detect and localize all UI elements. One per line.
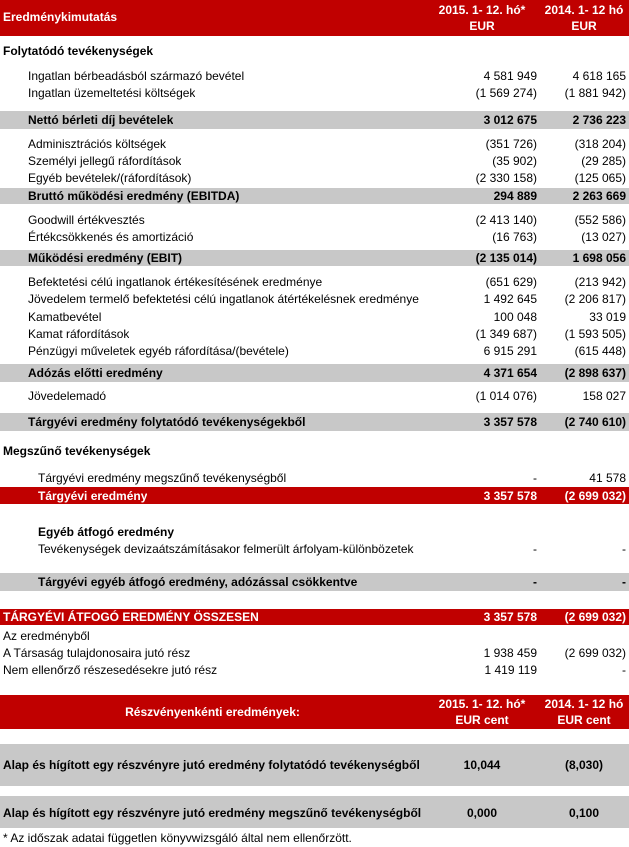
section-discontinued: Megszűnő tevékenységek (3, 444, 151, 458)
table-row (0, 573, 629, 591)
eps-row-label: Alap és hígított egy részvényre jutó eredmény folytatódó tevékenységből (3, 758, 420, 772)
table-row (0, 389, 629, 403)
eps-row (0, 744, 629, 786)
section-from-result: Az eredményből (3, 629, 90, 643)
row-label: Tárgyévi egyéb átfogó eredmény, adózással csökkentve (38, 575, 358, 589)
row-value-2014: (1 881 942) (564, 86, 626, 100)
row-value-2014: (2 699 032) (564, 610, 626, 624)
col-2015-period: 2015. 1- 12. hó* (438, 3, 526, 17)
row-value-2014: (318 204) (574, 137, 626, 151)
table-row (0, 154, 629, 168)
row-value-2014: 4 618 165 (572, 69, 626, 83)
row-value-2015: 3 357 578 (483, 415, 537, 429)
table-row (0, 609, 629, 625)
row-label: A Társaság tulajdonosaira jutó rész (3, 646, 191, 660)
section-other-ci: Egyéb átfogó eredmény (38, 525, 175, 539)
row-label: Egyéb bevételek/(ráfordítások) (28, 171, 192, 185)
statement-title: Eredménykimutatás (3, 10, 118, 24)
table-row (0, 413, 629, 431)
row-label: Működési eredmény (EBIT) (28, 251, 183, 265)
row-value-2014: (2 699 032) (564, 646, 626, 660)
row-label: Nettó bérleti díj bevételek (28, 113, 174, 127)
section-continuing: Folytatódó tevékenységek (3, 44, 154, 58)
row-value-2014: (2 898 637) (564, 366, 626, 380)
row-value-2014: (1 593 505) (564, 327, 626, 341)
row-value-2014: (213 942) (574, 275, 626, 289)
row-value-2015: 100 048 (493, 310, 537, 324)
eps-header (0, 695, 629, 729)
row-label: Tárgyévi eredmény megszűnő tevékenységből (38, 471, 287, 485)
row-value-2014: (552 586) (574, 213, 626, 227)
row-value-2015: (351 726) (485, 137, 537, 151)
row-label: Goodwill értékvesztés (28, 213, 145, 227)
table-row (0, 646, 629, 660)
table-header (0, 0, 629, 36)
footnote: * Az időszak adatai független könyvwizsgáló által nem ellenőrzött. (3, 831, 352, 845)
row-label: Tevékenységek devizaátszámításakor felmerült árfolyam-különbözetek (38, 542, 414, 556)
row-label: Ingatlan üzemeltetési költségek (28, 86, 196, 100)
row-value-2015: 1 492 645 (483, 292, 537, 306)
row-value-2015: 294 889 (493, 189, 537, 203)
row-value-2014: - (622, 663, 626, 677)
row-label: Bruttó működési eredmény (EBITDA) (28, 189, 240, 203)
row-label: Jövedelemadó (28, 389, 107, 403)
eps-row-label: Alap és hígított egy részvényre jutó eredmény megszűnő tevékenységből (3, 806, 422, 820)
row-value-2014: 158 027 (582, 389, 626, 403)
row-value-2014: (2 206 817) (564, 292, 626, 306)
eps-row-2014: (8,030) (564, 758, 604, 772)
row-value-2014: 33 019 (589, 310, 626, 324)
row-label: Nem ellenőrző részesedésekre jutó rész (3, 663, 218, 677)
table-row (0, 310, 629, 324)
row-label: Befektetési célú ingatlanok értékesítésének eredménye (28, 275, 323, 289)
row-value-2014: (29 285) (581, 154, 626, 168)
row-label: Tárgyévi eredmény folytatódó tevékenységekből (28, 415, 306, 429)
table-row (0, 292, 629, 306)
row-label: Kamat ráfordítások (28, 327, 130, 341)
row-value-2015: 3 357 578 (483, 489, 537, 503)
eps-col-2015-unit: EUR cent (455, 713, 509, 727)
eps-row-2015: 10,044 (463, 758, 501, 772)
row-label: Tárgyévi eredmény (38, 489, 148, 503)
col-2014-currency: EUR (571, 19, 597, 33)
row-value-2015: (1 014 076) (475, 389, 537, 403)
row-value-2015: - (533, 542, 537, 556)
row-value-2014: (615 448) (574, 344, 626, 358)
eps-col-2014-unit: EUR cent (557, 713, 611, 727)
eps-row (0, 796, 629, 828)
row-value-2015: (16 763) (492, 230, 537, 244)
row-value-2014: (2 740 610) (564, 415, 626, 429)
eps-row-2015: 0,000 (466, 806, 498, 820)
row-value-2014: 2 263 669 (572, 189, 626, 203)
eps-row-2014: 0,100 (568, 806, 600, 820)
row-value-2014: 41 578 (589, 471, 626, 485)
row-value-2015: 4 581 949 (483, 69, 537, 83)
row-value-2015: (2 413 140) (475, 213, 537, 227)
row-value-2015: (2 135 014) (475, 251, 537, 265)
row-value-2015: (35 902) (492, 154, 537, 168)
table-row (0, 364, 629, 382)
row-value-2014: 2 736 223 (572, 113, 626, 127)
row-value-2015: 1 938 459 (483, 646, 537, 660)
row-value-2015: 3 012 675 (483, 113, 537, 127)
row-label: Ingatlan bérbeadásból származó bevétel (28, 69, 245, 83)
row-label: TÁRGYÉVI ÁTFOGÓ EREDMÉNY ÖSSZESEN (3, 610, 259, 624)
table-row (0, 275, 629, 289)
row-value-2014: (125 065) (574, 171, 626, 185)
table-row (0, 327, 629, 341)
row-value-2015: 3 357 578 (483, 610, 537, 624)
table-row (0, 230, 629, 244)
eps-col-2014-period: 2014. 1- 12 hó (544, 697, 624, 711)
row-label: Értékcsökkenés és amortizáció (28, 230, 194, 244)
table-row (0, 542, 629, 556)
row-value-2015: (2 330 158) (475, 171, 537, 185)
table-row (0, 213, 629, 227)
table-row (0, 171, 629, 185)
row-value-2015: 6 915 291 (483, 344, 537, 358)
col-2014-period: 2014. 1- 12 hó (544, 3, 624, 17)
table-row (0, 344, 629, 358)
row-value-2015: (651 629) (485, 275, 537, 289)
table-row (0, 487, 629, 504)
row-value-2015: (1 349 687) (475, 327, 537, 341)
table-row (0, 663, 629, 677)
row-label: Adózás előtti eredmény (28, 366, 163, 380)
row-label: Személyi jellegű ráfordítások (28, 154, 182, 168)
eps-col-2015-period: 2015. 1- 12. hó* (438, 697, 526, 711)
table-row (0, 137, 629, 151)
row-value-2015: 1 419 119 (484, 663, 537, 677)
row-value-2015: - (533, 471, 537, 485)
row-value-2014: 1 698 056 (572, 251, 626, 265)
row-label: Pénzügyi műveletek egyéb ráfordítása/(bevétele) (28, 344, 289, 358)
row-label: Jövedelem termelő befektetési célú ingatlanok átértékelésnek eredménye (28, 292, 419, 306)
col-2015-currency: EUR (469, 19, 495, 33)
table-row (0, 69, 629, 83)
table-row (0, 188, 629, 204)
row-value-2015: 4 371 654 (483, 366, 537, 380)
table-row (0, 86, 629, 100)
table-row (0, 250, 629, 266)
eps-title: Részvényenkénti eredmények: (125, 705, 300, 719)
row-value-2014: (13 027) (581, 230, 626, 244)
row-value-2014: - (622, 575, 626, 589)
row-label: Adminisztrációs költségek (28, 137, 167, 151)
table-row (0, 471, 629, 485)
table-row (0, 111, 629, 129)
row-value-2015: (1 569 274) (475, 86, 537, 100)
row-value-2014: (2 699 032) (564, 489, 626, 503)
row-value-2014: - (622, 542, 626, 556)
row-value-2015: - (533, 575, 537, 589)
row-label: Kamatbevétel (28, 310, 102, 324)
